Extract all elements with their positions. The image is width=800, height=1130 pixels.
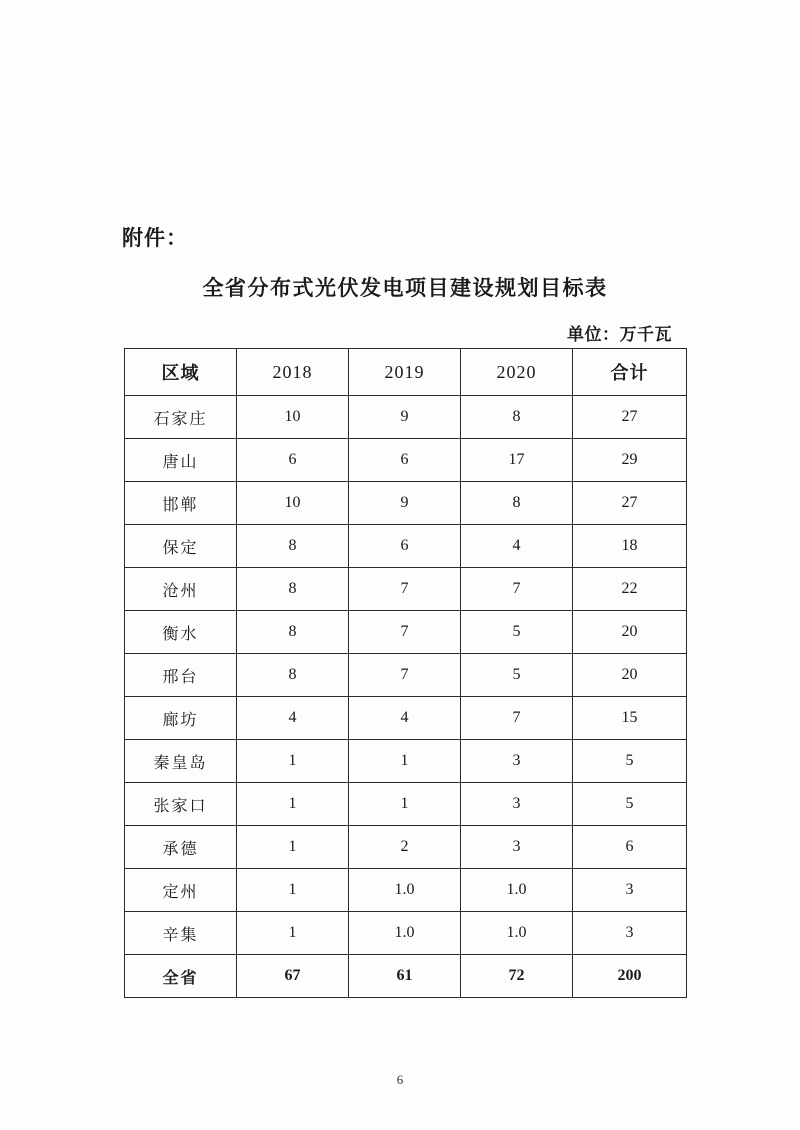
cell-region: 沧州	[125, 568, 237, 611]
cell-2019: 1.0	[349, 912, 461, 955]
cell-2018: 8	[237, 611, 349, 654]
cell-2020: 7	[461, 697, 573, 740]
column-header-2019: 2019	[349, 349, 461, 396]
table-row	[125, 783, 687, 826]
table-row	[125, 869, 687, 912]
cell-region: 邢台	[125, 654, 237, 697]
cell-region: 张家口	[125, 783, 237, 826]
table-row	[125, 482, 687, 525]
cell-2018: 1	[237, 826, 349, 869]
cell-region: 衡水	[125, 611, 237, 654]
cell-2020: 1.0	[461, 912, 573, 955]
column-header-2018: 2018	[237, 349, 349, 396]
table-row	[125, 826, 687, 869]
cell-2020: 1.0	[461, 869, 573, 912]
cell-2019: 7	[349, 611, 461, 654]
cell-2020: 8	[461, 396, 573, 439]
cell-2019: 1	[349, 740, 461, 783]
cell-region: 全省	[125, 955, 237, 998]
cell-total: 3	[573, 869, 687, 912]
cell-2018: 10	[237, 482, 349, 525]
table-row	[125, 611, 687, 654]
cell-total: 15	[573, 697, 687, 740]
cell-region: 石家庄	[125, 396, 237, 439]
cell-total: 20	[573, 611, 687, 654]
table-row	[125, 396, 687, 439]
cell-2019: 9	[349, 482, 461, 525]
table-header-row	[125, 349, 687, 396]
cell-region: 廊坊	[125, 697, 237, 740]
cell-2019: 1.0	[349, 869, 461, 912]
table-row	[125, 654, 687, 697]
cell-2018: 1	[237, 912, 349, 955]
table-row	[125, 525, 687, 568]
table-row	[125, 568, 687, 611]
cell-2018: 6	[237, 439, 349, 482]
cell-total: 3	[573, 912, 687, 955]
cell-total: 22	[573, 568, 687, 611]
cell-2018: 1	[237, 740, 349, 783]
cell-2020: 4	[461, 525, 573, 568]
cell-total: 200	[573, 955, 687, 998]
cell-2018: 1	[237, 869, 349, 912]
cell-total: 6	[573, 826, 687, 869]
cell-2018: 8	[237, 525, 349, 568]
cell-2018: 4	[237, 697, 349, 740]
cell-2019: 1	[349, 783, 461, 826]
cell-region: 定州	[125, 869, 237, 912]
column-header-total: 合计	[573, 349, 687, 396]
cell-2019: 6	[349, 525, 461, 568]
cell-2020: 5	[461, 611, 573, 654]
cell-total: 5	[573, 783, 687, 826]
cell-2018: 67	[237, 955, 349, 998]
cell-2020: 5	[461, 654, 573, 697]
table-row	[125, 439, 687, 482]
cell-2020: 3	[461, 740, 573, 783]
cell-region: 保定	[125, 525, 237, 568]
table-row	[125, 912, 687, 955]
cell-total: 18	[573, 525, 687, 568]
cell-region: 秦皇岛	[125, 740, 237, 783]
cell-total: 27	[573, 396, 687, 439]
column-header-2020: 2020	[461, 349, 573, 396]
cell-2020: 3	[461, 783, 573, 826]
cell-region: 唐山	[125, 439, 237, 482]
column-header-region: 区域	[125, 349, 237, 396]
cell-2018: 8	[237, 654, 349, 697]
cell-2019: 4	[349, 697, 461, 740]
cell-total: 5	[573, 740, 687, 783]
cell-2020: 8	[461, 482, 573, 525]
goal-table-container	[124, 348, 686, 998]
cell-region: 承德	[125, 826, 237, 869]
cell-2018: 10	[237, 396, 349, 439]
cell-region: 邯郸	[125, 482, 237, 525]
unit-note: 单位：万千瓦	[567, 325, 672, 344]
cell-total: 29	[573, 439, 687, 482]
page-title: 全省分布式光伏发电项目建设规划目标表	[202, 276, 608, 300]
cell-2019: 7	[349, 568, 461, 611]
cell-2018: 8	[237, 568, 349, 611]
cell-2019: 61	[349, 955, 461, 998]
cell-2020: 3	[461, 826, 573, 869]
cell-2020: 17	[461, 439, 573, 482]
table-row	[125, 740, 687, 783]
planning-goal-table	[124, 348, 687, 998]
cell-2019: 7	[349, 654, 461, 697]
attachment-label: 附件：	[122, 226, 188, 250]
table-row	[125, 697, 687, 740]
cell-2018: 1	[237, 783, 349, 826]
cell-2020: 7	[461, 568, 573, 611]
cell-total: 20	[573, 654, 687, 697]
table-row-total	[125, 955, 687, 998]
cell-region: 辛集	[125, 912, 237, 955]
page-number: 6	[396, 1072, 404, 1087]
cell-total: 27	[573, 482, 687, 525]
cell-2019: 9	[349, 396, 461, 439]
cell-2020: 72	[461, 955, 573, 998]
cell-2019: 6	[349, 439, 461, 482]
cell-2019: 2	[349, 826, 461, 869]
